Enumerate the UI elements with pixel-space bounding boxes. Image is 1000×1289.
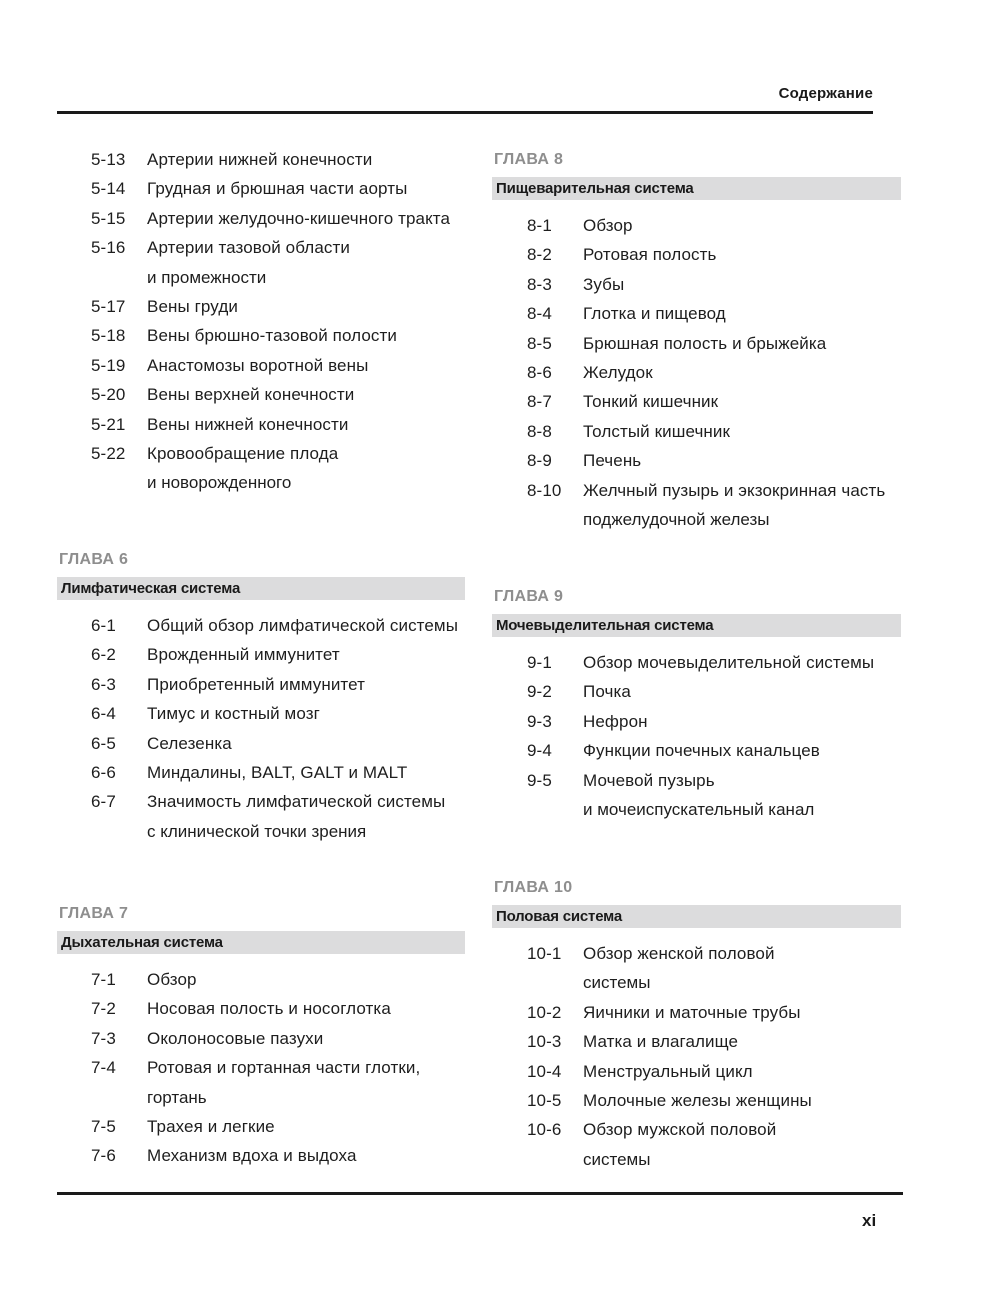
chapter-entries [57, 611, 465, 846]
entry-title: Артерии нижней конечности [147, 150, 373, 169]
chapter-label: ГЛАВА 7 [59, 905, 129, 922]
entry-number: 7-2 [91, 999, 116, 1019]
entry-number: 9-1 [527, 653, 552, 672]
toc-entry[interactable] [492, 387, 901, 416]
toc-entry[interactable] [57, 1141, 465, 1170]
toc-entry[interactable] [57, 145, 465, 174]
toc-entry[interactable] [57, 1112, 465, 1141]
entry-number: 5-18 [91, 326, 126, 346]
continued-entries [57, 145, 465, 498]
toc-entry[interactable] [57, 787, 465, 816]
entry-title-continuation: и новорожденного [147, 473, 292, 493]
entry-title: Околоносовые пазухи [147, 1028, 324, 1048]
chapter-6 [57, 549, 465, 846]
entry-number: 7-1 [91, 970, 116, 989]
toc-entry[interactable] [57, 292, 465, 321]
entry-title: Обзор мочевыделительной системы [583, 653, 875, 672]
chapter-entries [492, 648, 901, 824]
entry-number: 7-5 [91, 1117, 116, 1137]
toc-entry[interactable] [492, 270, 901, 299]
entry-title: Молочные железы женщины [583, 1091, 812, 1111]
chapter-title: Половая система [492, 905, 901, 928]
toc-entry[interactable] [492, 476, 901, 505]
entry-title: Артерии тазовой области [147, 238, 350, 258]
toc-entry[interactable] [492, 998, 901, 1027]
entry-number: 5-15 [91, 208, 126, 228]
entry-title: Вены нижней конечности [147, 414, 349, 434]
entry-title: Обзор [147, 970, 197, 989]
entry-number: 6-2 [91, 645, 116, 665]
chapter-title: Дыхательная система [57, 931, 465, 954]
toc-entry[interactable] [492, 939, 901, 968]
entry-number: 8-9 [527, 451, 552, 471]
entry-number: 10-2 [527, 1002, 562, 1022]
entry-number: 6-6 [91, 763, 116, 783]
entry-number: 8-2 [527, 245, 552, 265]
entry-number: 6-4 [91, 704, 116, 724]
chapter-9 [492, 586, 901, 824]
toc-entry[interactable] [57, 758, 465, 787]
entry-number: 10-5 [527, 1091, 562, 1111]
entry-title: Общий обзор лимфатической системы [147, 616, 459, 635]
chapter-7 [57, 903, 465, 1171]
entry-title: Миндалины, BALT, GALT и MALT [147, 763, 408, 783]
toc-entry[interactable] [492, 211, 901, 240]
toc-entry[interactable] [492, 299, 901, 328]
entry-number: 9-2 [527, 682, 552, 702]
entry-number: 6-5 [91, 733, 116, 753]
toc-entry[interactable] [57, 351, 465, 380]
toc-entry[interactable] [492, 1057, 901, 1086]
chapter-title: Пищеварительная система [492, 177, 901, 200]
entry-title: Вены брюшно-тазовой полости [147, 326, 397, 346]
entry-number: 8-1 [527, 216, 552, 235]
toc-entry[interactable] [492, 1086, 901, 1115]
entry-title: Анастомозы воротной вены [147, 355, 369, 375]
entry-number: 10-1 [527, 944, 562, 963]
entry-number: 5-16 [91, 238, 126, 258]
entry-title: Обзор [583, 216, 633, 235]
entry-title: Вены верхней конечности [147, 385, 355, 405]
entry-number: 7-4 [91, 1058, 116, 1078]
entry-title: Носовая полость и носоглотка [147, 999, 391, 1019]
entry-title: Тонкий кишечник [583, 392, 719, 412]
toc-entry[interactable] [57, 380, 465, 409]
entry-title: Трахея и легкие [147, 1117, 275, 1137]
entry-title: Значимость лимфатической системы [147, 792, 446, 812]
entry-title: Мочевой пузырь [583, 770, 715, 790]
toc-entry[interactable] [492, 648, 901, 677]
entry-number: 7-3 [91, 1028, 116, 1048]
entry-title: Ротовая полость [583, 245, 717, 265]
toc-entry[interactable] [492, 1027, 901, 1056]
entry-number: 9-5 [527, 770, 552, 790]
entry-number: 10-6 [527, 1120, 562, 1140]
toc-entry[interactable] [57, 670, 465, 699]
chapter-title: Лимфатическая система [57, 577, 465, 600]
entry-number: 6-7 [91, 792, 116, 812]
entry-title: Артерии желудочно-кишечного тракта [147, 208, 451, 228]
entry-title: Селезенка [147, 733, 232, 753]
entry-title: Кровообращение плода [147, 444, 339, 464]
toc-entry[interactable] [57, 965, 465, 994]
chapter-entries [492, 939, 901, 1174]
entry-title: Желчный пузырь и экзокринная часть [583, 480, 886, 500]
entry-title: Матка и влагалище [583, 1032, 739, 1052]
left-column-continued [57, 145, 465, 498]
toc-entry[interactable] [492, 329, 901, 358]
toc-entry[interactable] [492, 766, 901, 795]
entry-number: 5-19 [91, 355, 126, 375]
entry-number: 5-13 [91, 150, 126, 169]
toc-entry[interactable] [492, 417, 901, 446]
chapter-label: ГЛАВА 9 [494, 588, 564, 605]
entry-title: Желудок [583, 363, 653, 383]
chapter-label: ГЛАВА 6 [59, 551, 129, 568]
entry-title: Толстый кишечник [583, 421, 731, 441]
toc-entry[interactable] [57, 1024, 465, 1053]
entry-number: 5-14 [91, 179, 126, 199]
toc-entry[interactable] [57, 410, 465, 439]
entry-title: Зубы [583, 274, 625, 294]
entry-number: 8-6 [527, 363, 552, 383]
entry-title: Ротовая и гортанная части глотки, [147, 1058, 421, 1078]
entry-title: Менструальный цикл [583, 1061, 753, 1081]
entry-title: Почка [583, 682, 631, 702]
entry-title: Яичники и маточные трубы [583, 1002, 801, 1022]
entry-title: Приобретенный иммунитет [147, 674, 365, 694]
entry-number: 9-4 [527, 741, 552, 761]
toc-entry[interactable] [492, 446, 901, 475]
toc-entry[interactable] [492, 677, 901, 706]
entry-number: 5-17 [91, 297, 126, 317]
entry-number: 5-20 [91, 385, 126, 405]
entry-number: 8-3 [527, 274, 552, 294]
entry-number: 8-10 [527, 480, 562, 500]
entry-title-continuation: системы [583, 973, 651, 993]
toc-entry[interactable] [57, 174, 465, 203]
top-rule [57, 111, 873, 114]
toc-entry[interactable] [492, 240, 901, 269]
entry-number: 9-3 [527, 711, 552, 731]
toc-entry[interactable] [492, 736, 901, 765]
toc-entry[interactable] [57, 611, 465, 640]
chapter-10 [492, 877, 901, 1174]
toc-entry[interactable] [57, 640, 465, 669]
entry-title: Врожденный иммунитет [147, 645, 340, 665]
page-number: xi [862, 1211, 877, 1230]
toc-entry[interactable] [57, 1053, 465, 1082]
entry-number: 8-8 [527, 421, 552, 441]
entry-title-continuation: и промежности [147, 267, 267, 287]
toc-entry[interactable] [57, 204, 465, 233]
entry-number: 8-5 [527, 333, 552, 353]
running-head: Содержание [778, 85, 873, 102]
bottom-rule [57, 1192, 903, 1195]
entry-number: 8-7 [527, 392, 552, 412]
toc-entry[interactable] [57, 439, 465, 468]
chapter-8 [492, 149, 901, 534]
toc-entry[interactable] [57, 233, 465, 262]
toc-entry[interactable] [57, 321, 465, 350]
entry-title-continuation: гортань [147, 1087, 207, 1107]
entry-number: 5-22 [91, 444, 126, 464]
chapter-entries [57, 965, 465, 1171]
entry-number: 6-1 [91, 616, 116, 635]
entry-title-continuation: поджелудочной железы [583, 510, 770, 530]
entry-title-continuation: системы [583, 1149, 651, 1169]
chapter-label: ГЛАВА 10 [494, 879, 573, 896]
entry-title: Механизм вдоха и выдоха [147, 1146, 357, 1166]
entry-title: Вены груди [147, 297, 238, 317]
toc-entry[interactable] [57, 699, 465, 728]
entry-title: Тимус и костный мозг [147, 704, 320, 724]
toc-entry[interactable] [492, 358, 901, 387]
toc-entry[interactable] [57, 729, 465, 758]
entry-title: Брюшная полость и брыжейка [583, 333, 827, 353]
chapter-label: ГЛАВА 8 [494, 151, 564, 168]
entry-title: Обзор мужской половой [583, 1120, 777, 1140]
entry-title: Грудная и брюшная части аорты [147, 179, 408, 199]
entry-number: 5-21 [91, 414, 126, 434]
chapter-title: Мочевыделительная система [492, 614, 901, 637]
toc-entry[interactable] [57, 994, 465, 1023]
entry-number: 7-6 [91, 1146, 116, 1166]
entry-number: 8-4 [527, 304, 552, 324]
entry-number: 6-3 [91, 674, 116, 694]
toc-entry[interactable] [492, 707, 901, 736]
entry-title: Нефрон [583, 711, 648, 731]
entry-title-continuation: с клинической точки зрения [147, 821, 367, 841]
entry-number: 10-3 [527, 1032, 562, 1052]
entry-title: Печень [583, 451, 642, 471]
entry-title: Обзор женской половой [583, 944, 775, 963]
entry-number: 10-4 [527, 1061, 562, 1081]
toc-entry[interactable] [492, 1115, 901, 1144]
entry-title-continuation: и мочеиспускательный канал [583, 800, 815, 820]
entry-title: Глотка и пищевод [583, 304, 726, 324]
entry-title: Функции почечных канальцев [583, 741, 820, 761]
chapter-entries [492, 211, 901, 534]
